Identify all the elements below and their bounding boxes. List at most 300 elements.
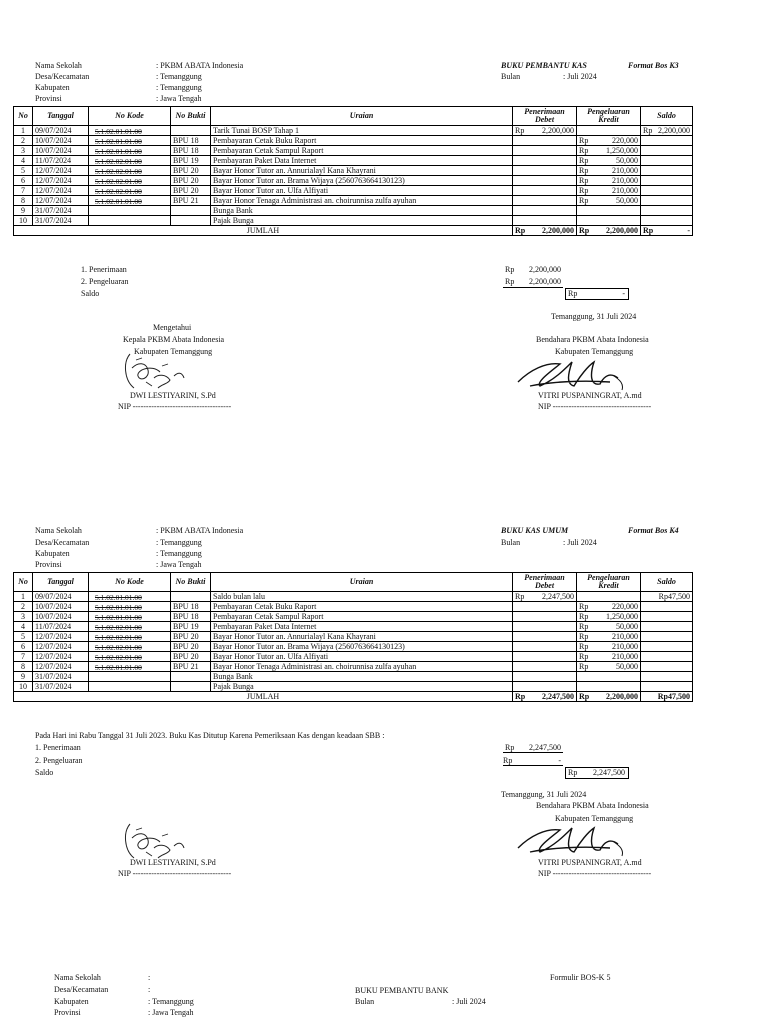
row-tanggal: 10/07/2024 (33, 602, 89, 612)
summary-pengeluaran-value: - (558, 756, 561, 765)
bulan-value: : Juli 2024 (452, 997, 486, 1006)
currency-rp: Rp (579, 175, 589, 185)
row-no: 1 (14, 592, 33, 602)
label-nama-sekolah: Nama Sekolah (54, 973, 101, 982)
row-bukti (171, 672, 211, 682)
row-kredit-value: 1,250,000 (606, 611, 638, 621)
jumlah-saldo (641, 692, 693, 702)
row-kredit (577, 176, 641, 186)
row-debet (513, 622, 577, 632)
row-uraian: Bayar Honor Tutor an. Annurialayl Kana Khayrani (211, 166, 513, 176)
label-nama-sekolah: Nama Sekolah (35, 61, 82, 70)
summary-pengeluaran-value: 2,200,000 (529, 277, 561, 286)
row-saldo (641, 662, 693, 672)
row-tanggal: 31/07/2024 (33, 682, 89, 692)
row-kode-value: 5.1.02.02.01.00 (95, 157, 142, 166)
row-saldo (641, 632, 693, 642)
col-tanggal: Tanggal (33, 573, 89, 592)
row-uraian: Pembayaran Paket Data Internet (211, 156, 513, 166)
row-debet (513, 642, 577, 652)
currency-rp: Rp (643, 125, 653, 135)
row-kredit (577, 136, 641, 146)
currency-rp: Rp (579, 611, 589, 621)
jumlah-row (14, 692, 693, 702)
row-kredit (577, 612, 641, 622)
row-kode (89, 126, 171, 136)
bendahara-name: VITRI PUSPANINGRAT, A.md (538, 858, 642, 867)
bendahara-title: Bendahara PKBM Abata Indonesia (536, 335, 649, 344)
row-debet (513, 682, 577, 692)
row-uraian: Bayar Honor Tenaga Administrasi an. choirunnisa zulfa ayuhan (211, 196, 513, 206)
bendahara-nip: NIP ------------------------------------- (538, 402, 652, 411)
row-no: 7 (14, 652, 33, 662)
row-saldo (641, 682, 693, 692)
row-bukti: BPU 20 (171, 176, 211, 186)
table-row (14, 612, 693, 622)
row-kredit (577, 206, 641, 216)
row-uraian: Bayar Honor Tutor an. Ulfa Alfiyati (211, 652, 513, 662)
summary-saldo-label: Saldo (81, 289, 100, 298)
row-kredit (577, 672, 641, 682)
row-tanggal: 31/07/2024 (33, 672, 89, 682)
currency-rp: Rp (515, 125, 525, 135)
closing-statement: Pada Hari ini Rabu Tanggal 31 Juli 2023. Buku Kas Ditutup Karena Pemeriksaan Kas dengan keadaan SBB : (35, 731, 385, 740)
row-no: 6 (14, 642, 33, 652)
row-debet-value: 2,200,000 (542, 125, 574, 135)
row-saldo (641, 622, 693, 632)
jumlah-row (14, 226, 693, 236)
row-debet (513, 216, 577, 226)
row-tanggal: 12/07/2024 (33, 662, 89, 672)
label-kabupaten: Kabupaten (35, 83, 70, 92)
currency-rp: Rp (579, 691, 590, 701)
row-no: 8 (14, 662, 33, 672)
summary-saldo-value: 2,247,500 (593, 768, 625, 777)
row-uraian: Pembayaran Cetak Buku Raport (211, 136, 513, 146)
row-kode-value: 5.1.02.02.01.00 (95, 167, 142, 176)
currency-rp: Rp (579, 225, 590, 235)
place-date: Temanggung, 31 Juli 2024 (551, 312, 637, 321)
row-debet (513, 146, 577, 156)
row-debet (513, 166, 577, 176)
col-kredit (577, 107, 641, 126)
row-bukti: BPU 20 (171, 166, 211, 176)
bulan-value: : Juli 2024 (563, 538, 597, 547)
currency-rp: Rp (515, 591, 525, 601)
row-kode-value: 5.1.02.01.01.00 (95, 663, 142, 672)
row-kode-value: 5.1.02.02.01.00 (95, 623, 142, 632)
row-uraian: Pembayaran Cetak Buku Raport (211, 602, 513, 612)
label-provinsi: Provinsi (35, 560, 62, 569)
col-bukti: No Bukti (171, 107, 211, 126)
table-row (14, 652, 693, 662)
col-debet-l1: Penerimaan (524, 573, 565, 582)
value-nama-sekolah: : PKBM ABATA Indonesia (156, 61, 244, 70)
table-header-row (14, 107, 693, 126)
summary-saldo-box (565, 767, 629, 779)
row-no: 2 (14, 602, 33, 612)
summary-underline (503, 765, 563, 766)
row-kode-value: 5.1.02.02.01.00 (95, 187, 142, 196)
table-row (14, 206, 693, 216)
row-tanggal: 12/07/2024 (33, 652, 89, 662)
value-kabupaten: : Temanggung (156, 549, 202, 558)
row-kode (89, 196, 171, 206)
value-provinsi: : Jawa Tengah (156, 94, 202, 103)
row-bukti: BPU 19 (171, 156, 211, 166)
format-label: Format Bos K4 (628, 526, 679, 535)
row-bukti: BPU 21 (171, 196, 211, 206)
summary-penerimaan-value: 2,200,000 (529, 265, 561, 274)
row-kredit-value: 220,000 (612, 601, 638, 611)
summary-penerimaan-value: 2,247,500 (529, 743, 561, 752)
row-kredit (577, 196, 641, 206)
label-provinsi: Provinsi (35, 94, 62, 103)
row-kode (89, 622, 171, 632)
row-debet (513, 186, 577, 196)
row-kredit (577, 156, 641, 166)
row-no: 5 (14, 632, 33, 642)
jumlah-debet-value: 2,247,500 (542, 691, 574, 701)
row-no: 8 (14, 196, 33, 206)
row-debet (513, 632, 577, 642)
row-kode (89, 682, 171, 692)
row-kode (89, 672, 171, 682)
row-no: 9 (14, 672, 33, 682)
col-uraian: Uraian (211, 573, 513, 592)
row-uraian: Pembayaran Paket Data Internet (211, 622, 513, 632)
summary-rp: Rp (505, 277, 515, 286)
row-bukti (171, 682, 211, 692)
row-saldo (641, 186, 693, 196)
currency-rp: Rp (579, 601, 589, 611)
row-bukti: BPU 20 (171, 632, 211, 642)
row-kode-value: 5.1.02.02.01.00 (95, 653, 142, 662)
row-kredit (577, 216, 641, 226)
row-kredit (577, 166, 641, 176)
row-bukti (171, 592, 211, 602)
row-uraian: Bunga Bank (211, 672, 513, 682)
row-kode-value: 5.1.02.01.01.00 (95, 603, 142, 612)
jumlah-label: JUMLAH (14, 226, 513, 236)
row-debet (513, 662, 577, 672)
row-kredit (577, 662, 641, 672)
ledger-table-2 (13, 572, 693, 702)
kepala-nip: NIP ------------------------------------- (118, 869, 232, 878)
row-kredit-value: 210,000 (612, 631, 638, 641)
row-kredit (577, 146, 641, 156)
col-bukti: No Bukti (171, 573, 211, 592)
row-debet (513, 652, 577, 662)
jumlah-saldo-value: Rp47,500 (657, 691, 690, 701)
row-kode (89, 186, 171, 196)
table-row (14, 166, 693, 176)
row-kode (89, 642, 171, 652)
row-kode (89, 136, 171, 146)
col-kredit-l2: Kredit (598, 581, 619, 590)
kepala-sub: Kabupaten Temanggung (134, 347, 213, 356)
row-bukti: BPU 18 (171, 146, 211, 156)
row-kredit-value: 50,000 (616, 195, 638, 205)
row-kode-value: 5.1.02.01.01.00 (95, 147, 142, 156)
value-desa: : (148, 985, 151, 994)
currency-rp: Rp (515, 691, 526, 701)
table-row (14, 672, 693, 682)
row-saldo (641, 166, 693, 176)
row-debet (513, 592, 577, 602)
row-uraian: Pembayaran Cetak Sampul Raport (211, 146, 513, 156)
format-label: Format Bos K3 (628, 61, 679, 70)
summary-saldo-label: Saldo (35, 768, 54, 777)
row-kode (89, 602, 171, 612)
row-tanggal: 12/07/2024 (33, 176, 89, 186)
table-row (14, 146, 693, 156)
currency-rp: Rp (579, 661, 589, 671)
row-debet (513, 176, 577, 186)
row-tanggal: 12/07/2024 (33, 642, 89, 652)
row-debet (513, 602, 577, 612)
row-kredit (577, 652, 641, 662)
col-debet-l1: Penerimaan (524, 107, 565, 116)
row-kode (89, 632, 171, 642)
row-kredit-value: 50,000 (616, 155, 638, 165)
col-no: No (14, 107, 33, 126)
jumlah-debet (513, 692, 577, 702)
row-bukti: BPU 21 (171, 662, 211, 672)
table-row (14, 136, 693, 146)
row-tanggal: 10/07/2024 (33, 612, 89, 622)
row-kode-value: 5.1.02.02.01.00 (95, 643, 142, 652)
row-no: 10 (14, 216, 33, 226)
row-kredit (577, 126, 641, 136)
row-tanggal: 31/07/2024 (33, 216, 89, 226)
label-nama-sekolah: Nama Sekolah (35, 526, 82, 535)
row-kode-value: 5.1.02.01.01.00 (95, 137, 142, 146)
row-tanggal: 09/07/2024 (33, 592, 89, 602)
bendahara-nip: NIP ------------------------------------- (538, 869, 652, 878)
row-kredit (577, 602, 641, 612)
row-no: 9 (14, 206, 33, 216)
row-bukti: BPU 18 (171, 136, 211, 146)
value-provinsi: : Jawa Tengah (156, 560, 202, 569)
table-row (14, 126, 693, 136)
row-kode-value: 5.1.02.01.01.00 (95, 613, 142, 622)
row-kode (89, 662, 171, 672)
jumlah-kredit-value: 2,200,000 (606, 691, 638, 701)
summary-rp: Rp (503, 756, 513, 765)
summary-pengeluaran-label: 2. Pengeluaran (81, 277, 129, 286)
mengetahui: Mengetahui (153, 323, 192, 332)
row-saldo (641, 156, 693, 166)
label-desa: Desa/Kecamatan (54, 985, 109, 994)
row-bukti: BPU 20 (171, 652, 211, 662)
col-kode: No Kode (89, 107, 171, 126)
table-row (14, 592, 693, 602)
jumlah-debet (513, 226, 577, 236)
row-bukti: BPU 20 (171, 642, 211, 652)
kepala-title: Kepala PKBM Abata Indonesia (123, 335, 225, 344)
row-uraian: Pajak Bunga (211, 216, 513, 226)
row-saldo (641, 146, 693, 156)
value-kabupaten: : Temanggung (156, 83, 202, 92)
value-nama-sekolah: : (148, 973, 151, 982)
currency-rp: Rp (579, 155, 589, 165)
row-kode-value: 5.1.02.02.01.00 (95, 633, 142, 642)
row-saldo (641, 126, 693, 136)
bendahara-sub: Kabupaten Temanggung (555, 347, 634, 356)
row-debet (513, 612, 577, 622)
jumlah-kredit-value: 2,200,000 (606, 225, 638, 235)
value-nama-sekolah: : PKBM ABATA Indonesia (156, 526, 244, 535)
col-debet-l2: Debet (534, 115, 555, 124)
row-kode-value: 5.1.02.01.01.00 (95, 593, 142, 602)
row-tanggal: 12/07/2024 (33, 632, 89, 642)
summary-penerimaan-label: 1. Penerimaan (35, 743, 81, 752)
row-saldo (641, 672, 693, 682)
summary-pengeluaran-label: 2. Pengeluaran (35, 756, 83, 765)
row-uraian: Pajak Bunga (211, 682, 513, 692)
col-kode: No Kode (89, 573, 171, 592)
row-uraian: Saldo bulan lalu (211, 592, 513, 602)
row-kode (89, 156, 171, 166)
row-no: 10 (14, 682, 33, 692)
ledger-table-1 (13, 106, 693, 236)
row-bukti: BPU 18 (171, 612, 211, 622)
bulan-value: : Juli 2024 (563, 72, 597, 81)
row-uraian: Bunga Bank (211, 206, 513, 216)
row-saldo (641, 206, 693, 216)
row-uraian: Pembayaran Cetak Sampul Raport (211, 612, 513, 622)
table-row (14, 602, 693, 612)
row-tanggal: 12/07/2024 (33, 186, 89, 196)
form-label: Formulir BOS-K 5 (550, 973, 611, 982)
row-kode (89, 146, 171, 156)
row-uraian: Bayar Honor Tenaga Administrasi an. choirunnisa zulfa ayuhan (211, 662, 513, 672)
currency-rp: Rp (579, 195, 589, 205)
row-no: 3 (14, 612, 33, 622)
value-provinsi: : Jawa Tengah (148, 1008, 194, 1017)
table-row (14, 682, 693, 692)
value-desa: : Temanggung (156, 538, 202, 547)
kepala-name: DWI LESTIYARINI, S.Pd (130, 858, 216, 867)
table-row (14, 186, 693, 196)
row-kode-value: 5.1.02.02.01.00 (95, 177, 142, 186)
row-no: 5 (14, 166, 33, 176)
row-no: 3 (14, 146, 33, 156)
col-kredit-l1: Pengeluaran (587, 107, 630, 116)
row-saldo (641, 136, 693, 146)
row-no: 4 (14, 156, 33, 166)
summary-rp: Rp (505, 265, 515, 274)
label-desa: Desa/Kecamatan (35, 538, 90, 547)
label-kabupaten: Kabupaten (35, 549, 70, 558)
row-kredit-value: 220,000 (612, 135, 638, 145)
bendahara-sub: Kabupaten Temanggung (555, 814, 634, 823)
row-tanggal: 31/07/2024 (33, 206, 89, 216)
row-kredit (577, 632, 641, 642)
row-tanggal: 09/07/2024 (33, 126, 89, 136)
place-date: Temanggung, 31 Juli 2024 (501, 790, 587, 799)
row-kredit-value: 210,000 (612, 185, 638, 195)
table-row (14, 642, 693, 652)
row-tanggal: 10/07/2024 (33, 146, 89, 156)
row-saldo (641, 196, 693, 206)
currency-rp: Rp (579, 145, 589, 155)
row-saldo (641, 216, 693, 226)
jumlah-kredit (577, 226, 641, 236)
summary-penerimaan-label: 1. Penerimaan (81, 265, 127, 274)
row-uraian: Bayar Honor Tutor an. Annurialayl Kana Khayrani (211, 632, 513, 642)
label-kabupaten: Kabupaten (54, 997, 89, 1006)
row-bukti (171, 126, 211, 136)
col-kredit-l2: Kredit (598, 115, 619, 124)
jumlah-debet-value: 2,200,000 (542, 225, 574, 235)
row-uraian: Bayar Honor Tutor an. Brama Wijaya (2560763664130123) (211, 642, 513, 652)
currency-rp: Rp (579, 641, 589, 651)
row-saldo (641, 612, 693, 622)
row-kode (89, 652, 171, 662)
value-desa: : Temanggung (156, 72, 202, 81)
row-kode (89, 206, 171, 216)
col-tanggal: Tanggal (33, 107, 89, 126)
row-bukti: BPU 18 (171, 602, 211, 612)
row-no: 6 (14, 176, 33, 186)
row-kode (89, 166, 171, 176)
currency-rp: Rp (579, 631, 589, 641)
row-kode-value: 5.1.02.01.01.00 (95, 197, 142, 206)
table-row (14, 176, 693, 186)
row-saldo (641, 176, 693, 186)
row-debet (513, 156, 577, 166)
bulan-label: Bulan (355, 997, 375, 1006)
row-kredit-value: 50,000 (616, 661, 638, 671)
label-provinsi: Provinsi (54, 1008, 81, 1017)
currency-rp: Rp (579, 135, 589, 145)
col-kredit (577, 573, 641, 592)
row-debet (513, 126, 577, 136)
row-tanggal: 11/07/2024 (33, 156, 89, 166)
row-tanggal: 12/07/2024 (33, 196, 89, 206)
row-kredit (577, 592, 641, 602)
currency-rp: Rp (579, 165, 589, 175)
row-kode-value: 5.1.02.01.01.00 (95, 127, 142, 136)
col-saldo: Saldo (641, 107, 693, 126)
col-debet-l2: Debet (534, 581, 555, 590)
row-kredit-value: 50,000 (616, 621, 638, 631)
row-bukti (171, 206, 211, 216)
summary-rp: Rp (568, 768, 578, 777)
summary-rp: Rp (568, 289, 578, 298)
summary-underline (503, 287, 563, 288)
row-uraian: Tarik Tunai BOSP Tahap 1 (211, 126, 513, 136)
col-kredit-l1: Pengeluaran (587, 573, 630, 582)
row-bukti: BPU 20 (171, 186, 211, 196)
book-title: BUKU PEMBANTU KAS (501, 61, 587, 70)
row-debet (513, 136, 577, 146)
jumlah-saldo (641, 226, 693, 236)
book-title: BUKU PEMBANTU BANK (355, 986, 449, 995)
row-uraian: Bayar Honor Tutor an. Brama Wijaya (2560763664130123) (211, 176, 513, 186)
row-saldo: Rp47,500 (641, 592, 693, 602)
row-uraian: Bayar Honor Tutor an. Ulfa Alfiyati (211, 186, 513, 196)
table-row (14, 156, 693, 166)
col-saldo: Saldo (641, 573, 693, 592)
row-no: 1 (14, 126, 33, 136)
row-kredit (577, 642, 641, 652)
row-saldo (641, 642, 693, 652)
currency-rp: Rp (515, 225, 526, 235)
currency-rp: Rp (579, 185, 589, 195)
